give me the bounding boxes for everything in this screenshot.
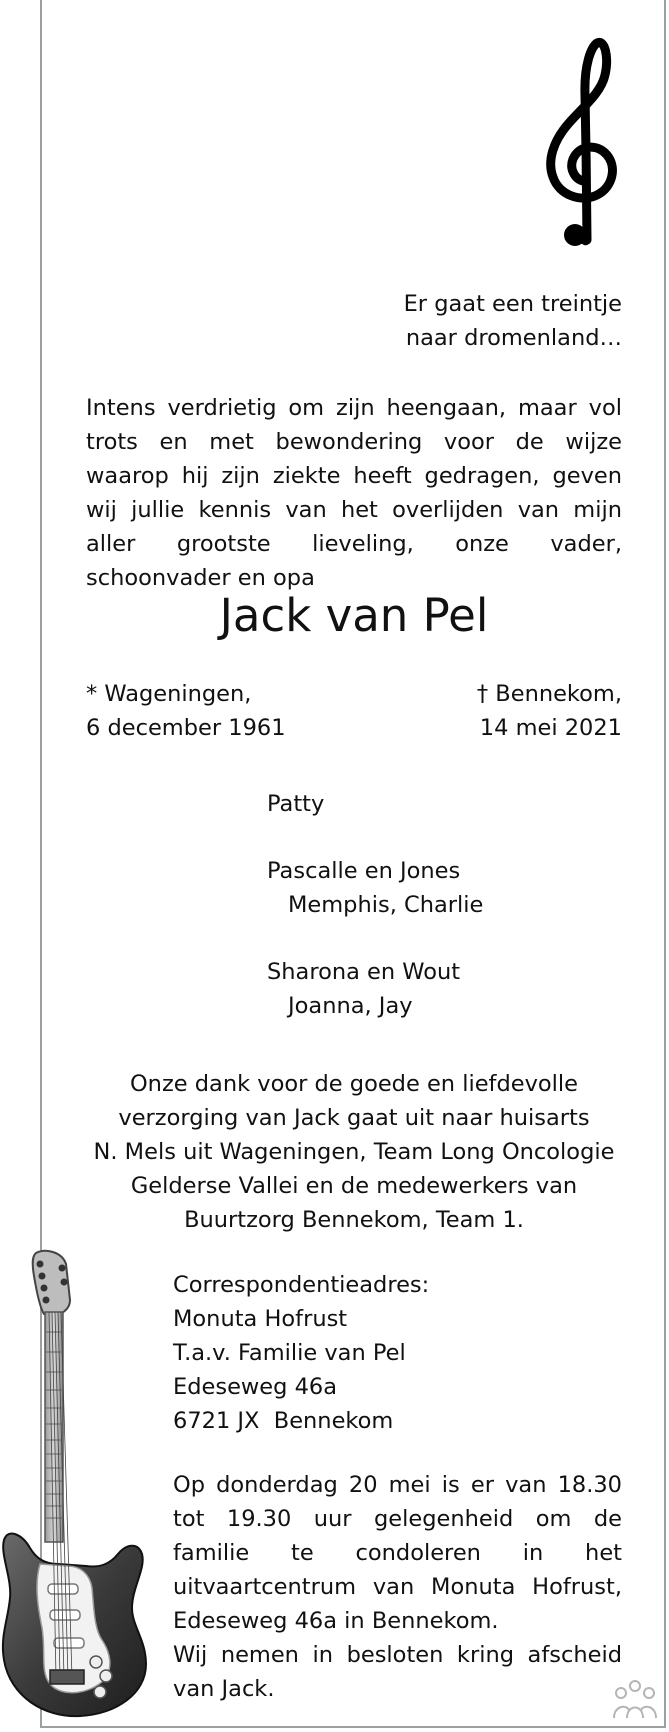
address-street: Edeseweg 46a [173,1374,338,1400]
electric-guitar-icon [0,1248,150,1723]
birth-info [86,677,366,745]
birth-place: * Wageningen, [86,681,252,707]
death-place: † Bennekom, [476,681,622,707]
family-couple: Pascalle en Jones [267,858,461,884]
address-label: Correspondentieadres: [173,1272,430,1298]
thanks-line: Gelderse Vallei en de medewerkers van [130,1173,578,1199]
intro-text [300,287,622,355]
treble-clef-icon [535,35,625,250]
thanks-line: Onze dank voor de goede en liefdevolle [129,1071,579,1097]
farewell-text: Wij nemen in besloten kring afscheid van Jack. [173,1642,622,1702]
condolence-paragraph [173,1468,622,1706]
correspondence-address [173,1268,593,1438]
announcement-paragraph: Intens verdrietig om zijn heengaan, maar vol trots en met bewondering voor de wijze waarop hij zijn ziekte heeft gedragen, geven wij jullie kennis van het overlijden van mijn aller grootste lieveling, onze vader, schoonvader en opa [86,395,622,591]
thanks-line: N. Mels uit Wageningen, Team Long Oncologie [93,1139,615,1165]
family-couple: Sharona en Wout [267,959,461,985]
death-info [380,677,622,745]
family-grandchildren: Joanna, Jay [288,993,413,1019]
address-attn: T.a.v. Familie van Pel [173,1340,406,1366]
people-group-icon [612,1678,658,1720]
thanks-paragraph [86,1067,622,1237]
intro-line: naar dromenland… [405,325,622,351]
family-list [267,787,607,1023]
address-company: Monuta Hofrust [173,1306,348,1332]
thanks-line: verzorging van Jack gaat uit naar huisarts [118,1105,590,1131]
family-grandchildren: Memphis, Charlie [288,892,484,918]
thanks-line: Buurtzorg Bennekom, Team 1. [184,1207,524,1233]
intro-line: Er gaat een treintje [403,291,622,317]
condolence-text: Op donderdag 20 mei is er van 18.30 tot 19.30 uur gelegenheid om de familie te condoleren in het uitvaartcentrum van Monuta Hofrust, Edeseweg 46a in Bennekom. [173,1472,622,1634]
deceased-name: Jack van Pel [219,589,489,642]
address-postal: 6721 JX Bennekom [173,1408,394,1434]
family-spouse: Patty [267,791,325,817]
death-date: 14 mei 2021 [479,715,622,741]
birth-date: 6 december 1961 [86,715,286,741]
